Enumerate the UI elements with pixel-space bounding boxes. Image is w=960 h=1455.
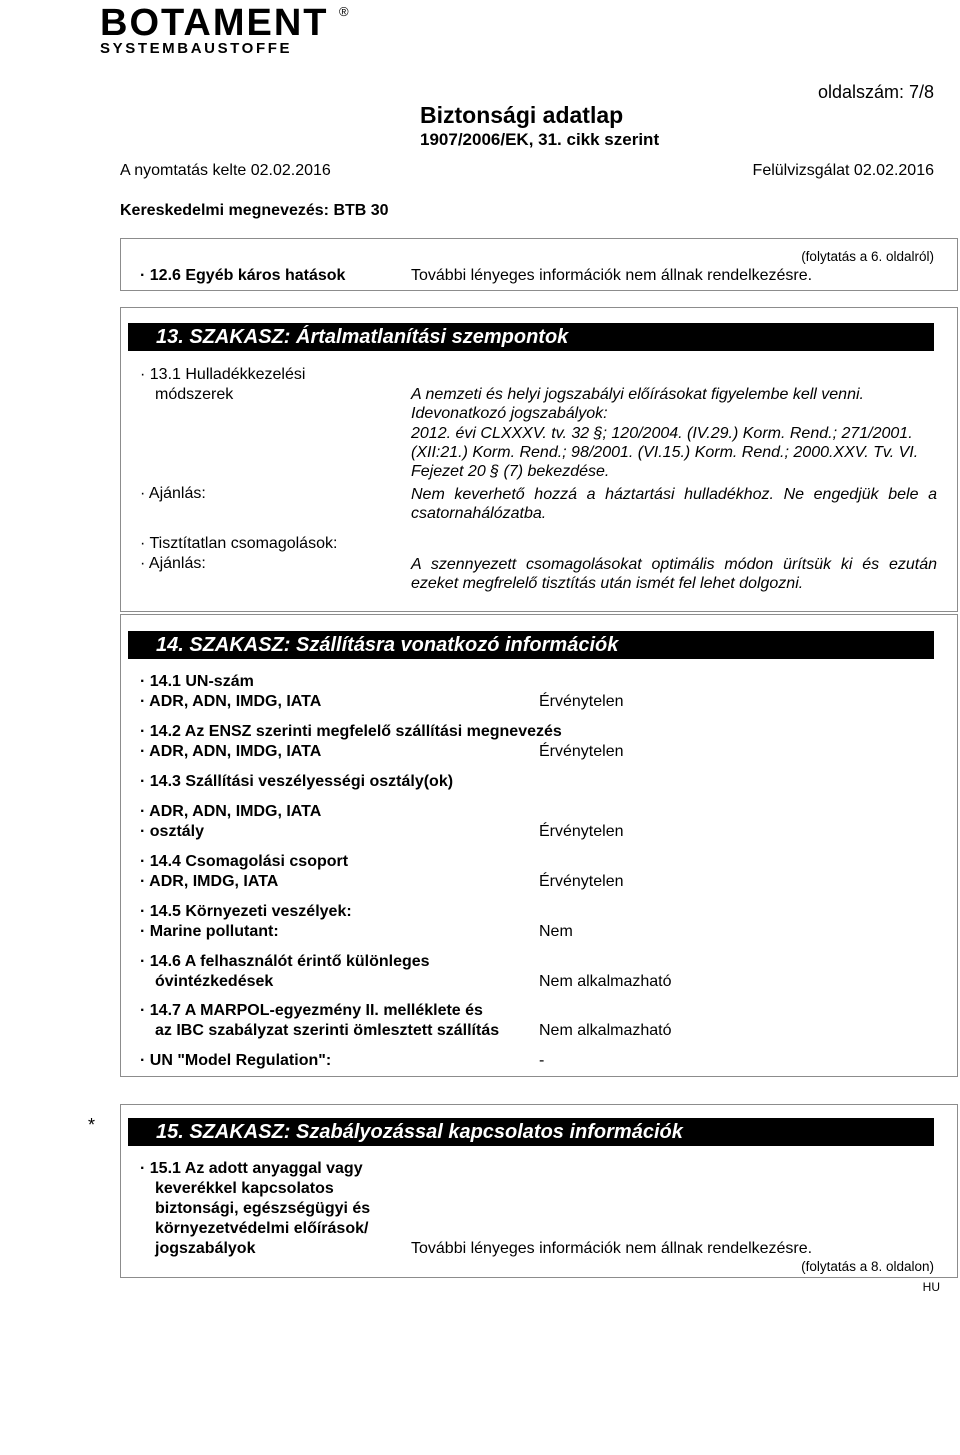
hazard-class-label: · 14.3 Szállítási veszélyességi osztály(ok) [140, 773, 454, 790]
section-14-heading: 14. SZAKASZ: Szállításra vonatkozó információk [128, 631, 934, 659]
class-label: · osztály [140, 823, 205, 840]
section-13-heading: 13. SZAKASZ: Ártalmatlanítási szempontok [128, 323, 934, 351]
document-title: Biztonsági adatlap [420, 102, 624, 128]
transport-modes-1: · ADR, ADN, IMDG, IATA [140, 693, 322, 710]
continued-to-note: (folytatás a 8. oldalon) [801, 1259, 934, 1274]
regulation-label-line2: keverékkel kapcsolatos [155, 1180, 334, 1197]
special-precautions-label-line1: · 14.6 A felhasználót érintő különleges [140, 953, 430, 970]
s12-6-value: További lényeges információk nem állnak rendelkezésre. [411, 267, 813, 284]
s12-6-label: · 12.6 Egyéb káros hatások [140, 267, 346, 284]
print-date: A nyomtatás kelte 02.02.2016 [120, 162, 331, 179]
special-precautions-value: Nem alkalmazható [539, 973, 672, 990]
registered-mark: ® [339, 4, 349, 19]
un-model-regulation-value: - [539, 1052, 545, 1069]
special-precautions-label-line2: óvintézkedések [155, 973, 274, 990]
regulation-label-line4: környezetvédelmi előírások/ [155, 1220, 369, 1237]
class-value: Érvénytelen [539, 823, 624, 840]
marine-pollutant-label: · Marine pollutant: [140, 923, 279, 940]
recommendation2-text: A szennyezett csomagolásokat optimális módon ürítsük ki és ezután ezeket megfrelelő tisztítás után ismét fel lehet dolgozni. [411, 556, 937, 592]
trade-name: Kereskedelmi megnevezés: BTB 30 [120, 202, 389, 219]
recommendation-text: Nem keverhető hozzá a háztartási hulladékhoz. Ne engedjük bele a csatornahálózatba. [411, 486, 937, 522]
regulation-label-line5: jogszabályok [155, 1240, 256, 1257]
environmental-hazards-label: · 14.5 Környezeti veszélyek: [140, 903, 352, 920]
packing-group-label: · 14.4 Csomagolási csoport [140, 853, 349, 870]
transport-modes-4: · ADR, IMDG, IATA [140, 873, 279, 890]
waste-methods-text: A nemzeti és helyi jogszabályi előírásokat figyelembe kell venni. [411, 386, 864, 403]
un-number-value: Érvénytelen [539, 693, 624, 710]
section-15-heading: 15. SZAKASZ: Szabályozással kapcsolatos információk [128, 1118, 934, 1146]
marpol-value: Nem alkalmazható [539, 1022, 672, 1039]
transport-modes-2: · ADR, ADN, IMDG, IATA [140, 743, 322, 760]
waste-methods-label-line2: módszerek [155, 386, 234, 403]
un-number-label: · 14.1 UN-szám [140, 673, 254, 690]
regulation-label-line1: · 15.1 Az adott anyaggal vagy [140, 1160, 363, 1177]
shipping-name-label: · 14.2 Az ENSZ szerinti megfelelő szállítási megnevezés [140, 723, 562, 740]
marine-pollutant-value: Nem [539, 923, 573, 940]
document-subtitle: 1907/2006/EK, 31. cikk szerint [420, 130, 660, 149]
shipping-name-value: Érvénytelen [539, 743, 624, 760]
company-logo: BOTAMENT [100, 2, 329, 44]
language-code: HU [922, 1280, 940, 1294]
packing-group-value: Érvénytelen [539, 873, 624, 890]
waste-methods-label-line1: · 13.1 Hulladékkezelési [140, 366, 306, 383]
uncleaned-packaging-label: · Tisztítatlan csomagolások: [140, 535, 338, 552]
page-number: oldalszám: 7/8 [817, 82, 934, 102]
change-marker: * [88, 1115, 96, 1135]
continued-from-note: (folytatás a 6. oldalról) [801, 249, 934, 264]
transport-modes-3: · ADR, ADN, IMDG, IATA [140, 803, 322, 820]
recommendation-label: · Ajánlás: [140, 485, 206, 502]
regulations-heading: Idevonatkozó jogszabályok: [411, 405, 608, 422]
recommendation2-label: · Ajánlás: [140, 555, 206, 572]
regulation-value: További lényeges információk nem állnak rendelkezésre. [411, 1240, 813, 1257]
company-logo-subtitle: SYSTEMBAUSTOFFE [100, 40, 293, 57]
regulations-list: 2012. évi CLXXXV. tv. 32 §; 120/2004. (IV.29.) Korm. Rend.; 271/2001. (XII:21.) Korm. Rend.; 98/2001. (VI.15.) Korm. Rend.; 2000.XXV. Tv. VI. Fejezet 20 § (7) bekezdése. [411, 425, 919, 480]
regulation-label-line3: biztonsági, egészségügyi és [155, 1200, 371, 1217]
marpol-label-line2: az IBC szabályzat szerinti ömlesztett szállítás [155, 1022, 500, 1039]
revision-date: Felülvizsgálat 02.02.2016 [752, 162, 934, 179]
marpol-label-line1: · 14.7 A MARPOL-egyezmény II. melléklete és [140, 1002, 483, 1019]
un-model-regulation-label: · UN "Model Regulation": [140, 1052, 332, 1069]
